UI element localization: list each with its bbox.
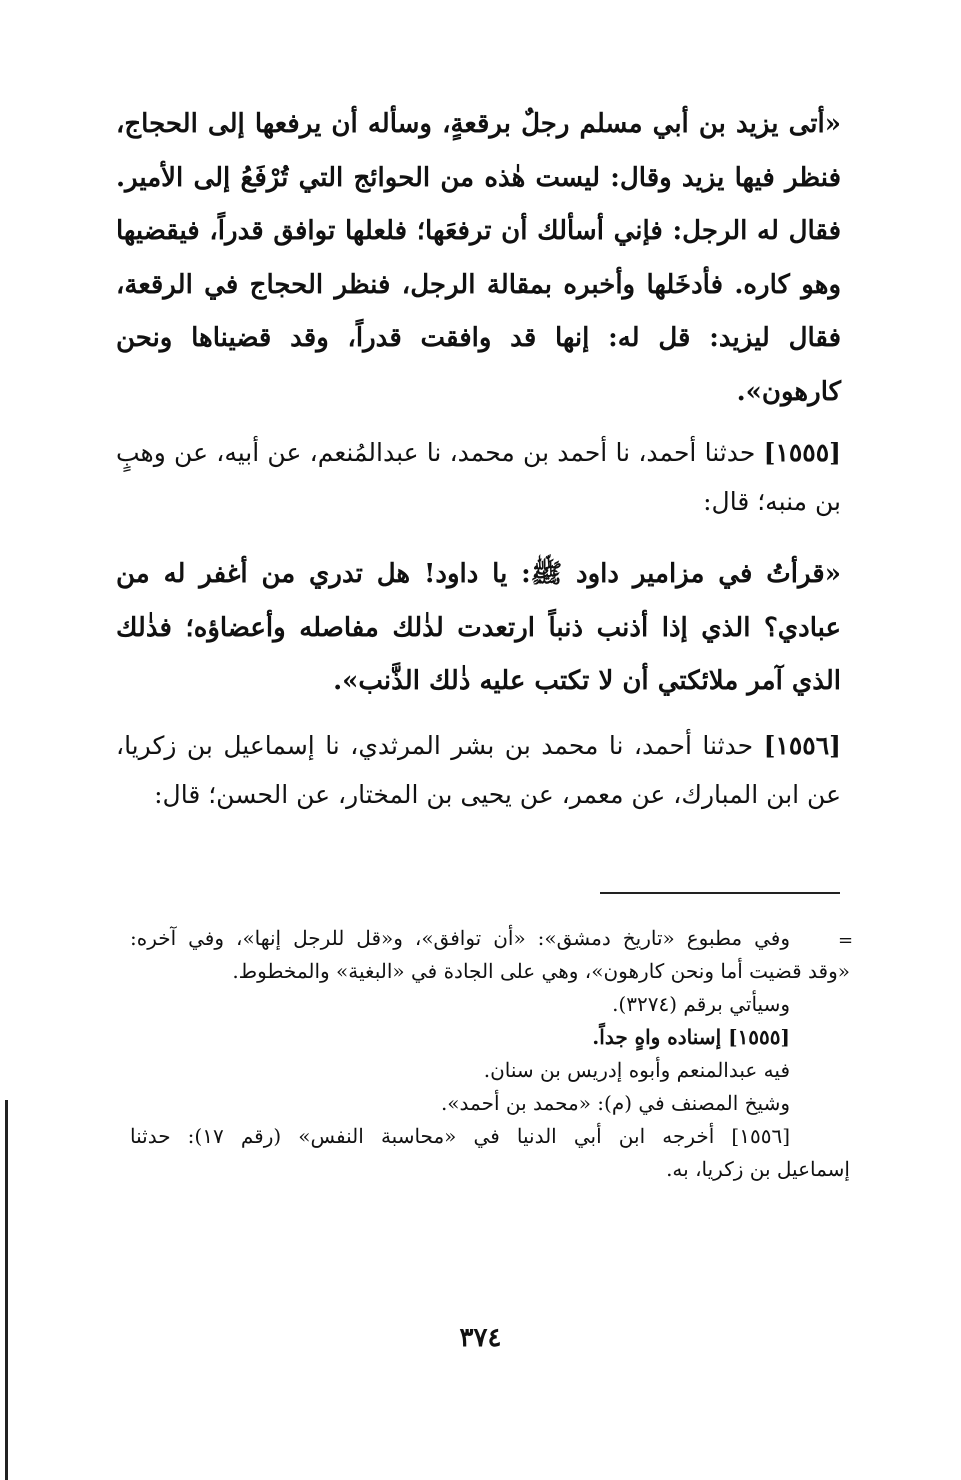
narration-1555: [116, 428, 841, 526]
page-number: ٣٧٤: [459, 1323, 502, 1353]
hadith-number-1555: [١٥٥٥]: [763, 438, 841, 467]
quote-1-text: «أتى يزيد بن أبي مسلم رجلٌ برقعةٍ، وسأله أن يرفعها إلى الحجاج، فنظر فيها يزيد وقال: ليست هٰذه من الحوائج التي تُرْفَعُ إلى الأمير. فقال له الرجل: فإني أسألك أن ترفعَها؛ فلعلها توافق قدراً، فيقضيها وهو كاره. فأدخَلها وأخبره بمقالة الرجل، فنظر الحجاج في الرقعة، فقال ليزيد: قل له: إنها قد وافقت قدراً، وقد قضيناها ونحن كارهون».: [116, 109, 841, 407]
quote-paragraph-2: [116, 548, 841, 709]
footnote-line-3: وسيأتي برقم (٣٢٧٤).: [612, 992, 790, 1016]
footnote-separator: [600, 892, 840, 894]
footnote-line-4: [١٥٥٥] إسناده واهٍ جداً.: [592, 1025, 790, 1049]
footnote-line-2: «وقد قضيت أما ونحن كارهون»، وهي على الجادة في «البغية» والمخطوط.: [232, 959, 850, 983]
quote-paragraph-1: [116, 98, 841, 419]
hadith-number-1556: [١٥٥٦]: [763, 731, 841, 760]
narration-1556-text: حدثنا أحمد، نا محمد بن بشر المرثدي، نا إسماعيل بن زكريا، عن ابن المبارك، عن معمر، عن يحيى بن المختار، عن الحسن؛ قال:: [116, 731, 841, 809]
narration-1556: [116, 721, 841, 819]
footnote-line-5: فيه عبدالمنعم وأبوه إدريس بن سنان.: [483, 1058, 790, 1082]
footnote-line-6: وشيخ المصنف في (م): «محمد بن أحمد».: [440, 1091, 790, 1115]
footnote-line-1: وفي مطبوع «تاريخ دمشق»: «أن توافق»، و«قل للرجل إنها»، وفي آخره:: [130, 926, 790, 950]
page-edge-line: [5, 1100, 8, 1480]
narration-1555-text: حدثنا أحمد، نا أحمد بن محمد، نا عبدالمُنعم، عن أبيه، عن وهبٍ بن منبه؛ قال:: [116, 438, 841, 516]
footnotes-section: [130, 922, 850, 1186]
footnote-continuation-mark: =: [838, 930, 854, 951]
footnote-line-7: [١٥٥٦] أخرجه ابن أبي الدنيا في «محاسبة النفس» (رقم ١٧): حدثنا: [130, 1124, 790, 1148]
footnote-line-8: إسماعيل بن زكريا، به.: [666, 1157, 850, 1181]
quote-2-text: «قرأتُ في مزامير داود ﷺ: يا داود! هل تدري من أغفر له من عبادي؟ الذي إذا أذنب ذنباً ارتعدت لذٰلك مفاصله وأعضاؤه؛ فذٰلك الذي آمر ملائكتي أن لا تكتب عليه ذٰلك الذَّنب».: [116, 559, 841, 696]
